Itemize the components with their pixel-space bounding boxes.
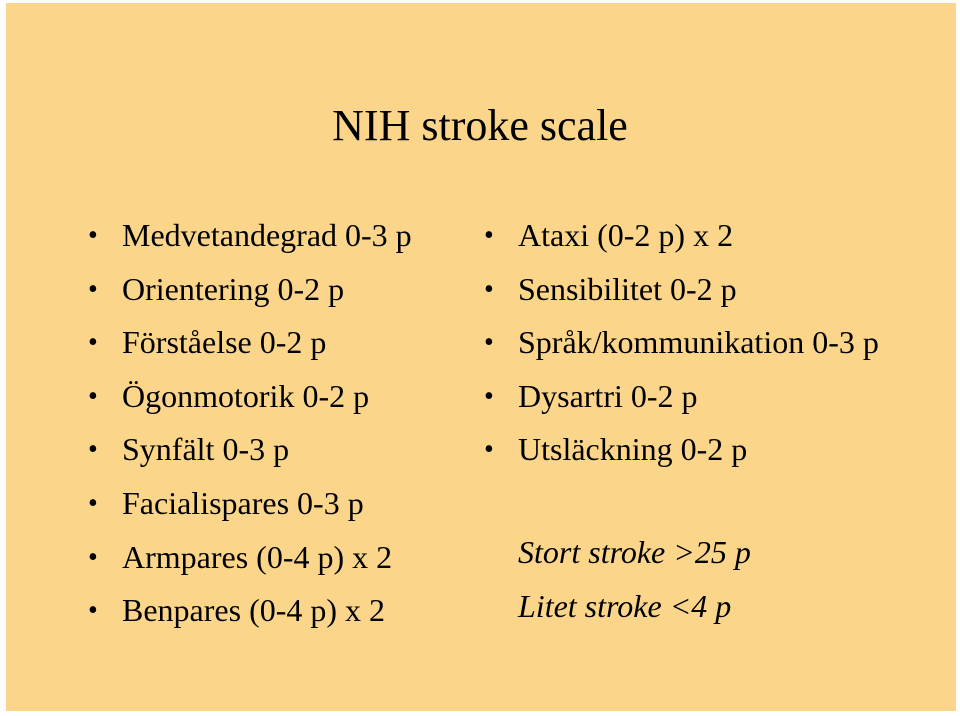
list-item-text: Ögonmotorik 0-2 p (122, 377, 370, 414)
list-item-text: Armpares (0-4 p) x 2 (122, 538, 393, 575)
list-item (88, 584, 468, 638)
bullet-icon: • (88, 273, 98, 305)
list-item (88, 531, 468, 585)
bullet-icon: • (88, 487, 98, 519)
bullet-icon: • (484, 220, 494, 251)
list-item (484, 209, 954, 263)
bullet-icon: • (88, 220, 98, 251)
list-item (88, 263, 468, 317)
bullet-icon: • (484, 273, 494, 305)
list-item-text: Facialispares 0-3 p (122, 484, 364, 521)
list-item (484, 370, 954, 424)
list-item (484, 316, 954, 370)
list-item-text: Förståelse 0-2 p (122, 324, 327, 361)
right-bullet-list (484, 209, 954, 477)
bullet-icon: • (88, 380, 98, 412)
stroke-severity-notes (518, 526, 948, 633)
note-item (518, 526, 948, 580)
bullet-icon: • (484, 434, 494, 466)
list-item-text: Utsläckning 0-2 p (518, 431, 748, 468)
list-item-text: Ataxi (0-2 p) x 2 (518, 217, 734, 253)
list-item (88, 423, 468, 477)
note-item (518, 580, 948, 634)
bullet-icon: • (484, 380, 494, 412)
list-item (88, 370, 468, 424)
bullet-icon: • (88, 541, 98, 573)
list-item-text: Dysartri 0-2 p (518, 377, 698, 414)
bullet-icon: • (88, 327, 98, 359)
bullet-icon: • (88, 595, 98, 627)
list-item (484, 263, 954, 317)
bullet-icon: • (88, 434, 98, 466)
note-text: Stort stroke >25 p (518, 534, 751, 570)
list-item-text: Orientering 0-2 p (122, 270, 345, 307)
list-item-text: Synfält 0-3 p (122, 431, 290, 468)
bullet-icon: • (484, 327, 494, 359)
list-item (484, 423, 954, 477)
list-item (88, 209, 468, 263)
note-text: Litet stroke <4 p (518, 587, 732, 624)
left-bullet-list (88, 209, 468, 638)
slide-title: NIH stroke scale (332, 101, 628, 150)
list-item-text: Medvetandegrad 0-3 p (122, 217, 412, 253)
list-item-text: Sensibilitet 0-2 p (518, 270, 737, 307)
list-item (88, 477, 468, 531)
list-item (88, 316, 468, 370)
list-item-text: Benpares (0-4 p) x 2 (122, 592, 386, 629)
list-item-text: Språk/kommunikation 0-3 p (518, 324, 879, 361)
